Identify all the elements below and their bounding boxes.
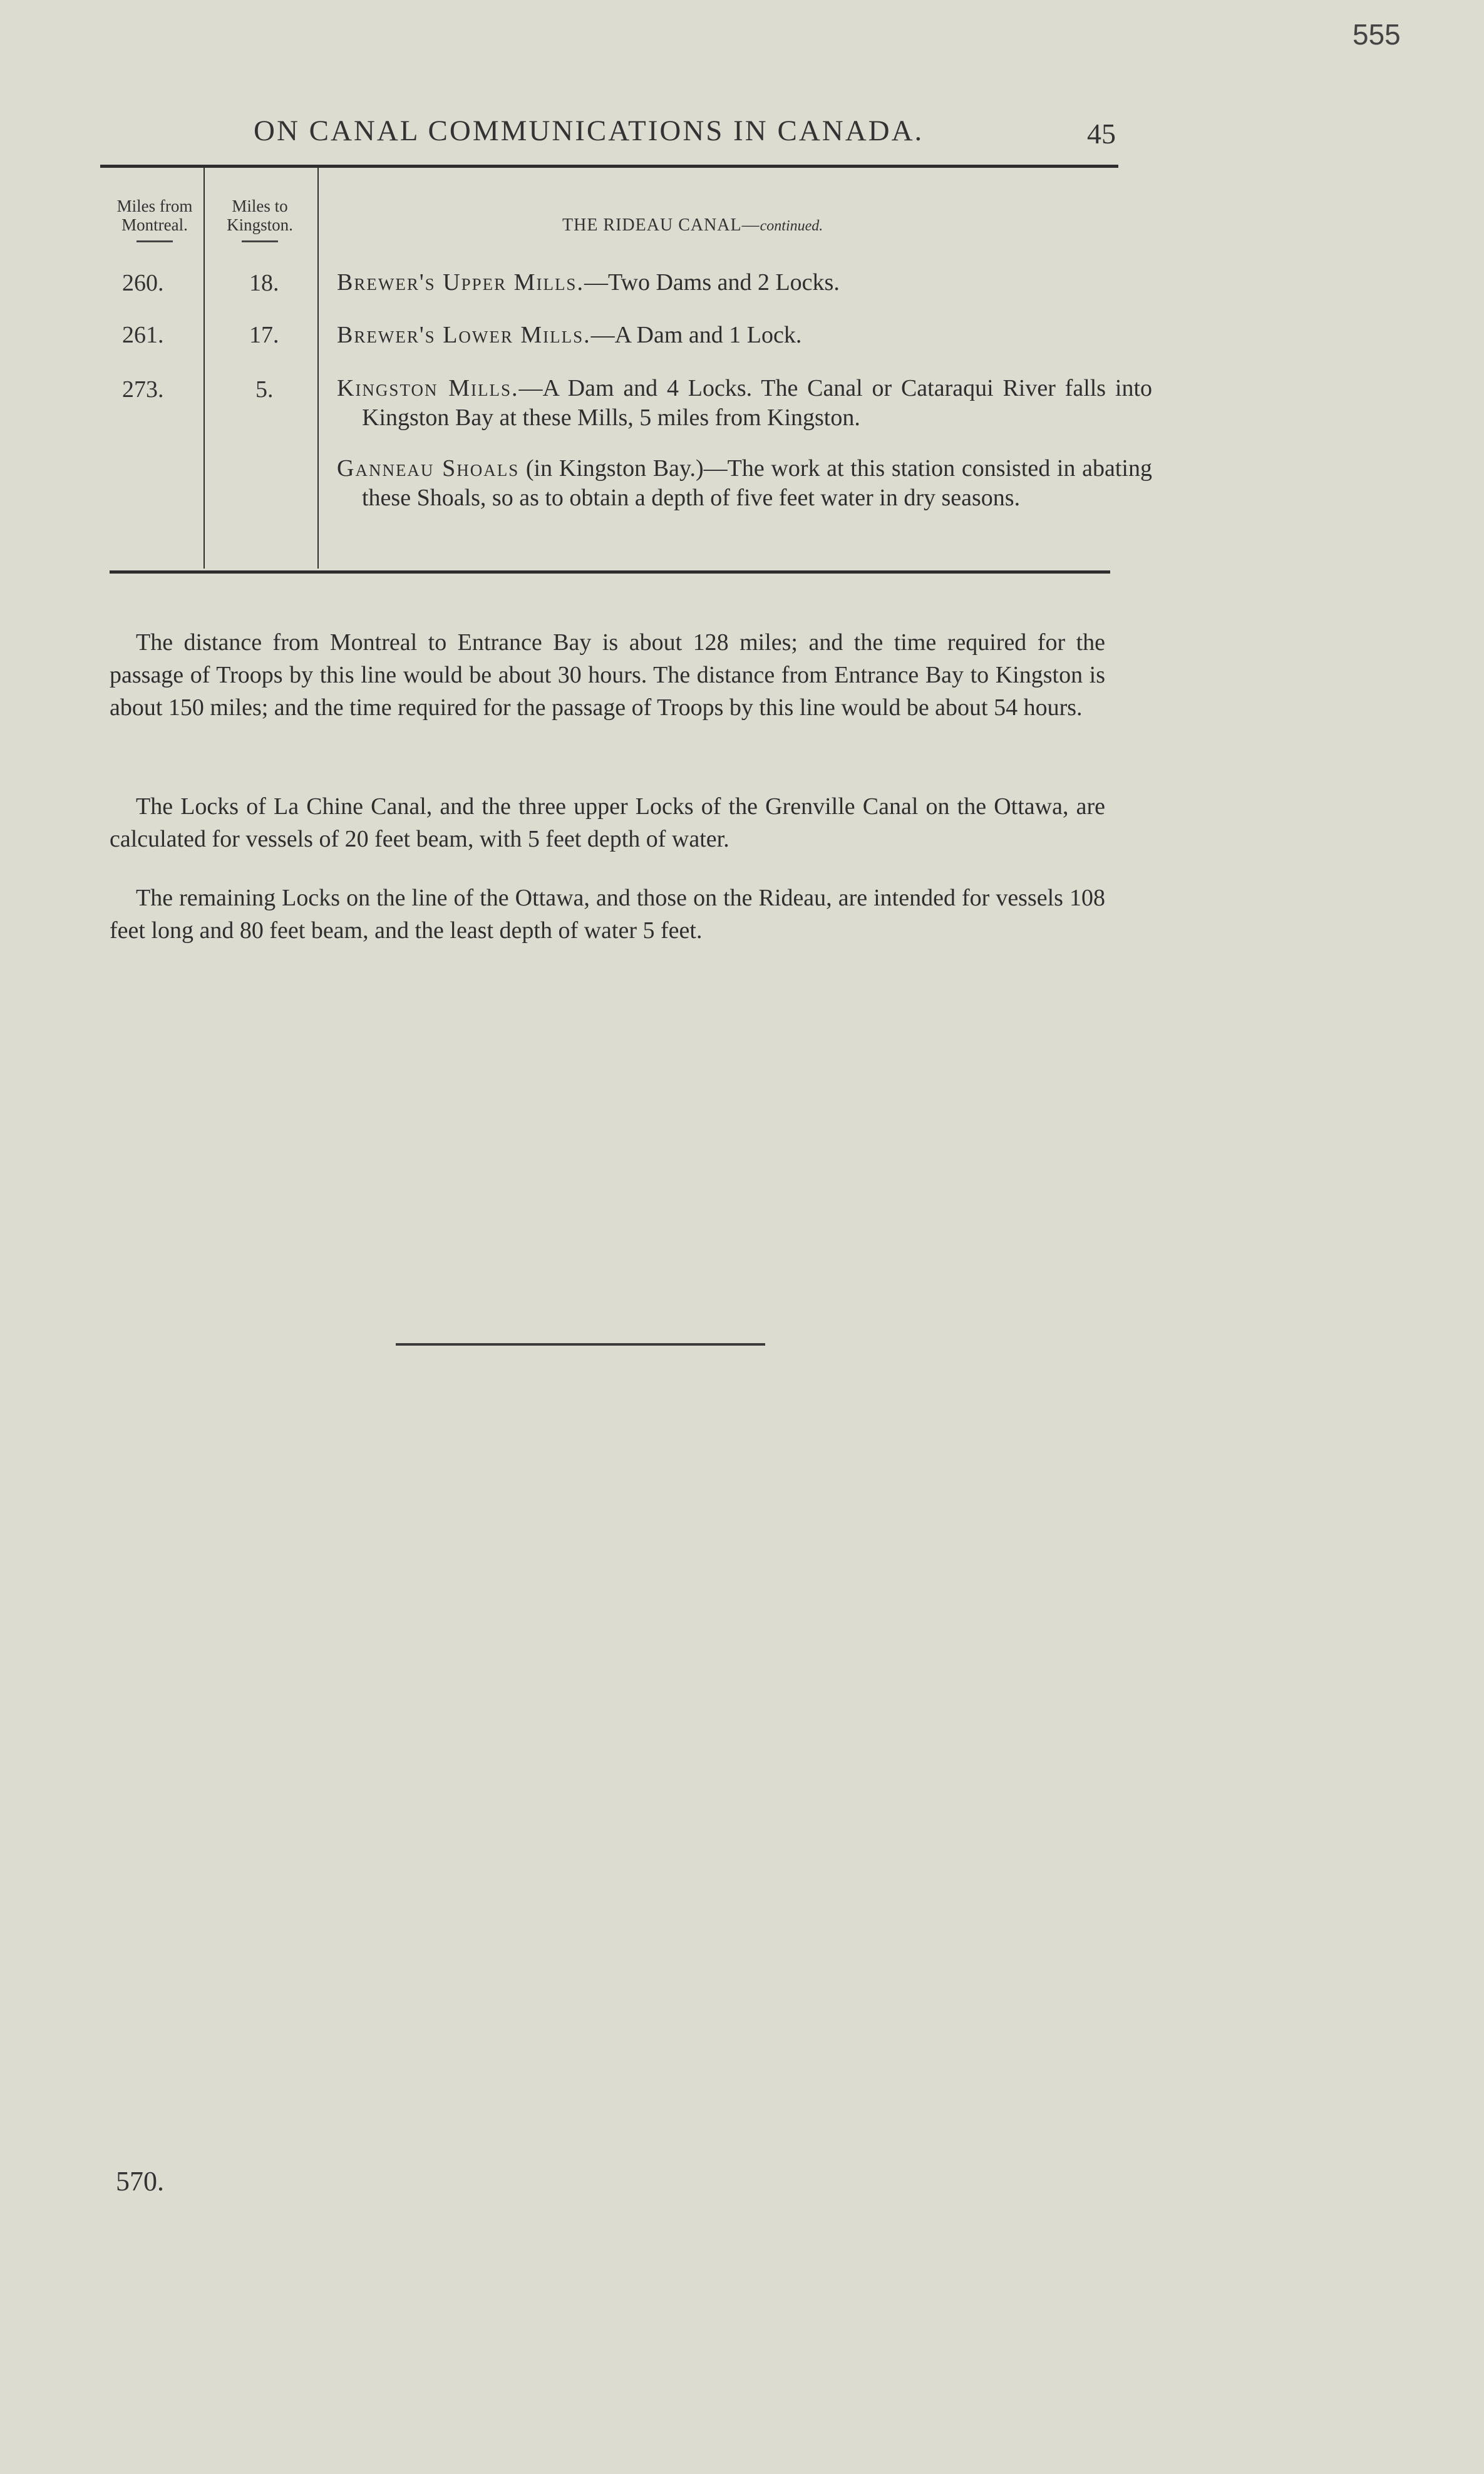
- miles-to-kingston-cell: 5.: [255, 376, 274, 403]
- table-entry: Kingston Mills.—A Dam and 4 Locks. The Canal or Cataraqui River falls into Kingston Bay at these Mills, 5 miles from Kingston.: [337, 375, 1152, 431]
- miles-from-montreal-cell: 260.: [122, 270, 164, 296]
- header-dash: [137, 240, 173, 242]
- section-end-rule: [396, 1343, 765, 1346]
- body-paragraph: The distance from Montreal to Entrance Bay is about 128 miles; and the time required for the passage of Troops by this line would be about 30 hours. The distance from Entrance Bay to Kingston is about 150 miles; and the time required for the passage of Troops by this line would be about 54 hours.: [110, 629, 1105, 721]
- miles-from-montreal-cell: 261.: [122, 322, 164, 348]
- column-divider-1: [204, 168, 205, 569]
- column-header-miles-from-montreal: Miles from Montreal.: [108, 197, 202, 242]
- column-divider-2: [317, 168, 319, 569]
- miles-to-kingston-cell: 17.: [249, 322, 279, 348]
- header-dash: [242, 240, 278, 242]
- entry-name: Ganneau Shoals: [337, 455, 520, 482]
- body-paragraph: The remaining Locks on the line of the Ottawa, and those on the Rideau, are intended for vessels 108 feet long and 80 feet beam, and the least depth of water 5 feet.: [110, 885, 1105, 944]
- folio-number: 570.: [116, 2166, 164, 2197]
- miles-to-kingston-cell: 18.: [249, 270, 279, 296]
- table-entry: Brewer's Upper Mills.—Two Dams and 2 Locks.: [337, 269, 840, 296]
- table-bottom-rule: [110, 570, 1110, 574]
- header-rule: [100, 165, 1118, 168]
- running-title: ON CANAL COMMUNICATIONS IN CANADA.: [254, 115, 924, 147]
- entry-name: Brewer's Upper Mills.: [337, 269, 584, 296]
- page-number: 45: [1087, 118, 1116, 150]
- table-entry: Ganneau Shoals (in Kingston Bay.)—The work at this station consisted in abating these Shoals, so as to obtain a depth of five feet water in dry seasons.: [337, 455, 1152, 511]
- miles-from-montreal-cell: 273.: [122, 376, 164, 403]
- entry-name: Brewer's Lower Mills.: [337, 322, 591, 348]
- table-title: THE RIDEAU CANAL—continued.: [562, 215, 823, 235]
- entry-name: Kingston Mills.: [337, 375, 519, 401]
- archive-page-number: 555: [1353, 18, 1401, 51]
- column-header-miles-to-kingston: Miles to Kingston.: [213, 197, 307, 242]
- table-entry: Brewer's Lower Mills.—A Dam and 1 Lock.: [337, 322, 802, 348]
- body-paragraph: The Locks of La Chine Canal, and the three upper Locks of the Grenville Canal on the Ottawa, are calculated for vessels of 20 feet beam, with 5 feet depth of water.: [110, 793, 1105, 852]
